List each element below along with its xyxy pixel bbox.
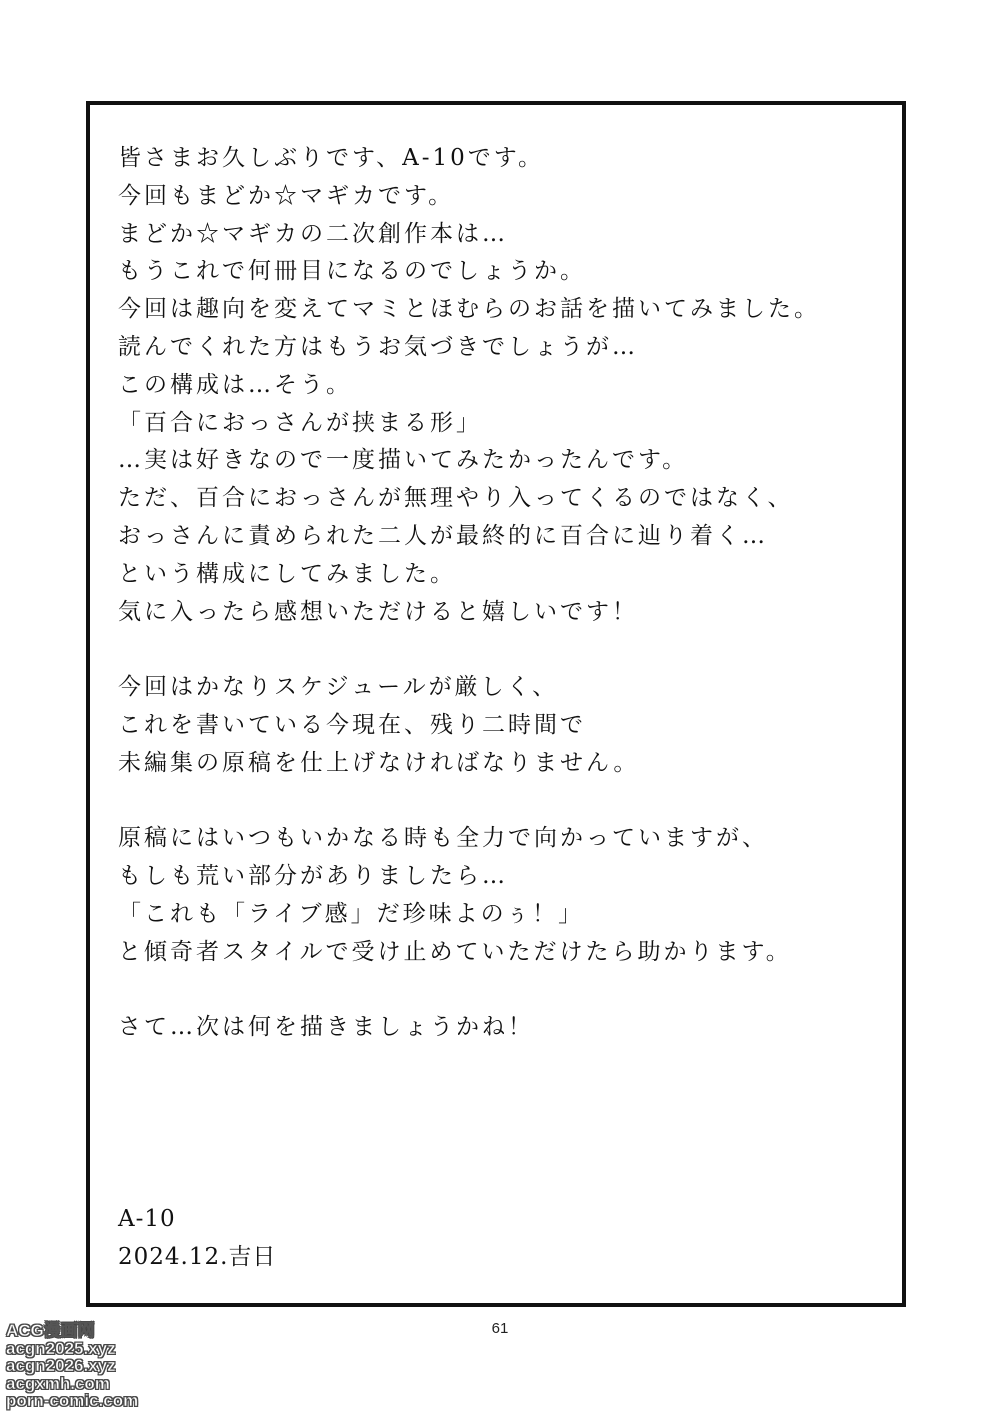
watermark-line: acgn2025.xyz [6,1338,116,1358]
text-line: 読んでくれた方はもうお気づきでしょうが… [118,333,638,360]
text-line: ただ、百合におっさんが無理やり入ってくるのではなく、 [118,485,794,512]
signature-block [118,1200,276,1276]
text-line: これを書いている今現在、残り二時間で [118,711,586,738]
text-line: おっさんに責められた二人が最終的に百合に辿り着く… [118,522,768,549]
text-line: まどか☆マギカの二次創作本は… [118,220,508,247]
text-line: 未編集の原稿を仕上げなければなりません。 [118,749,640,776]
paragraph-gap [118,783,878,821]
text-line: 今回はかなりスケジュールが厳しく、 [118,674,559,701]
text-line: もしも荒い部分がありましたら… [118,863,508,890]
paragraph-gap [118,972,878,1010]
text-line: という構成にしてみました。 [118,560,456,587]
text-line: 気に入ったら感想いただけると嬉しいです！ [118,598,638,625]
signature-date: 2024.12.吉日 [118,1244,277,1270]
text-line: …実は好きなので一度描いてみたかったんです。 [118,447,689,474]
watermark-line: ACG漫画网 [6,1321,95,1340]
watermark-line: acgn2026.xyz [6,1356,116,1375]
watermark-line: acgxmh.com [6,1373,110,1393]
page-number: 61 [491,1320,509,1337]
text-line: さて…次は何を描きましょうかね！ [118,1014,534,1041]
watermark-line: porn-comic.com [6,1391,139,1410]
text-line: もうこれで何冊目になるのでしょうか。 [118,258,586,285]
text-line: 皆さまお久しぶりです、A-10です。 [118,145,544,171]
text-line: 「これも「ライブ感」だ珍味よのぅ！」 [118,900,585,927]
text-line: と傾奇者スタイルで受け止めていただけたら助かります。 [118,938,792,965]
text-line: 原稿にはいつもいかなる時も全力で向かっていますが、 [118,825,768,852]
text-line: この構成は…そう。 [118,371,352,398]
text-line: 今回は趣向を変えてマミとほむらのお話を描いてみました。 [118,296,820,323]
watermark [6,1322,156,1410]
afterword-body [118,140,878,1047]
text-line: 「百合におっさんが挟まる形」 [118,409,482,436]
author-name: A-10 [118,1206,176,1232]
paragraph-gap [118,631,878,669]
text-line: 今回もまどか☆マギカです。 [118,182,455,209]
